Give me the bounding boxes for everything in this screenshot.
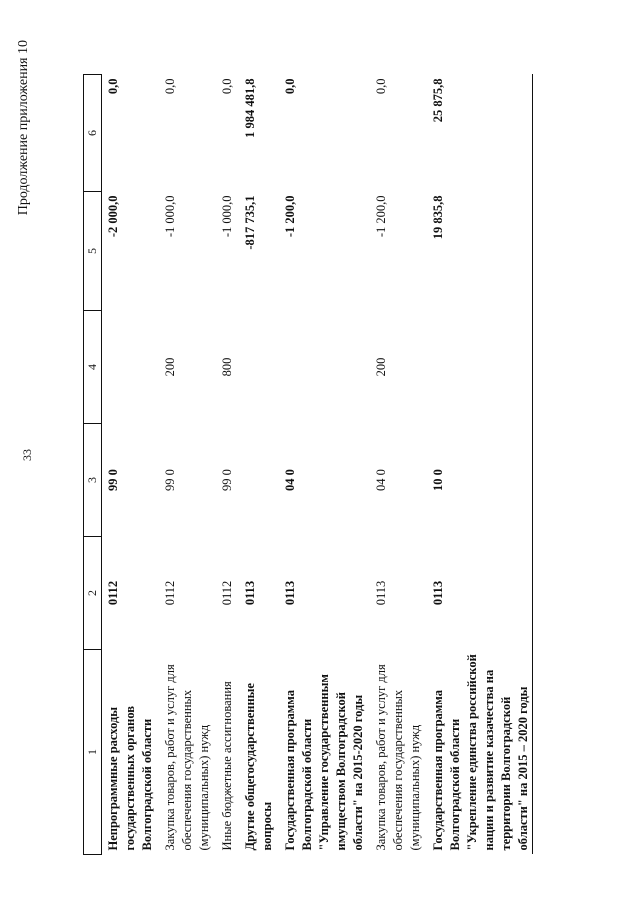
header-col-3: 3 [84, 424, 102, 537]
row-name: Другие общегосударственные вопросы [243, 683, 274, 851]
row-section-code: 0112 [220, 580, 234, 606]
row-amount-change: -1 200,0 [374, 195, 388, 238]
header-row [84, 75, 102, 855]
row-program-code: 10 0 [424, 424, 533, 537]
row-expense-type [424, 311, 533, 424]
row-section-code: 0112 [163, 580, 177, 606]
row-name: Государственная программа Волгоградской области "Управление государственным имуществом Волгоградской области" на 2015-2020 годы [283, 674, 365, 851]
table-row [276, 75, 367, 855]
row-amount-change: -1 200,0 [283, 195, 297, 238]
row-expense-type [102, 311, 157, 424]
row-section-code: 0113 [243, 580, 257, 606]
row-amount-total: 1 984 481,8 [243, 78, 257, 138]
row-name: Закупка товаров, работ и услуг для обеспечения государственных (муниципальных) нужд [374, 664, 422, 851]
row-expense-type [276, 311, 367, 424]
appendix-caption: Продолжение приложения 10 [16, 40, 31, 216]
header-col-1: 1 [84, 650, 102, 855]
table-row [424, 75, 533, 855]
header-col-4: 4 [84, 311, 102, 424]
table-row [102, 75, 157, 855]
row-section-code: 0113 [283, 580, 297, 606]
row-amount-change: -817 735,1 [243, 195, 257, 250]
header-col-2: 2 [84, 537, 102, 650]
row-amount-total: 0,0 [102, 75, 157, 192]
row-amount-total: 0,0 [283, 78, 297, 95]
row-amount-change: -1 000,0 [220, 195, 234, 238]
table-row [236, 75, 276, 855]
row-expense-type: 200 [163, 357, 177, 377]
row-program-code: 04 0 [283, 469, 297, 491]
row-program-code: 99 0 [163, 469, 177, 491]
row-expense-type [236, 311, 276, 424]
row-name: Иные бюджетные ассигнования [220, 681, 234, 851]
row-program-code: 99 0 [102, 424, 157, 537]
row-expense-type: 200 [374, 357, 388, 377]
row-section-code: 0113 [374, 580, 388, 606]
row-section-code: 0113 [424, 537, 533, 650]
row-name: Государственная программа Волгоградской области "Укрепление единства российской нации и развитие казачества на территории Волгоградской области" на 2015 – 2020 годы [424, 650, 533, 855]
table-row [213, 75, 236, 855]
row-expense-type: 800 [220, 357, 234, 377]
row-program-code: 04 0 [374, 469, 388, 491]
table-row [156, 75, 213, 855]
row-amount-change: 19 835,8 [424, 192, 533, 311]
row-name: Непрограммные расходы государственных органов Волгоградской области [102, 650, 157, 855]
row-amount-total: 0,0 [374, 78, 388, 95]
row-amount-change: -1 000,0 [163, 195, 177, 238]
page-number: 33 [20, 449, 34, 461]
row-name: Закупка товаров, работ и услуг для обеспечения государственных (муниципальных) нужд [163, 664, 211, 851]
header-col-5: 5 [84, 192, 102, 311]
row-section-code: 0112 [102, 537, 157, 650]
header-col-6: 6 [84, 75, 102, 192]
row-amount-total: 25 875,8 [424, 75, 533, 192]
table-row [367, 75, 424, 855]
budget-table [83, 74, 533, 855]
row-amount-total: 0,0 [163, 78, 177, 95]
row-amount-total: 0,0 [220, 78, 234, 95]
row-amount-change: -2 000,0 [102, 192, 157, 311]
row-program-code [236, 424, 276, 537]
row-program-code: 99 0 [220, 469, 234, 491]
